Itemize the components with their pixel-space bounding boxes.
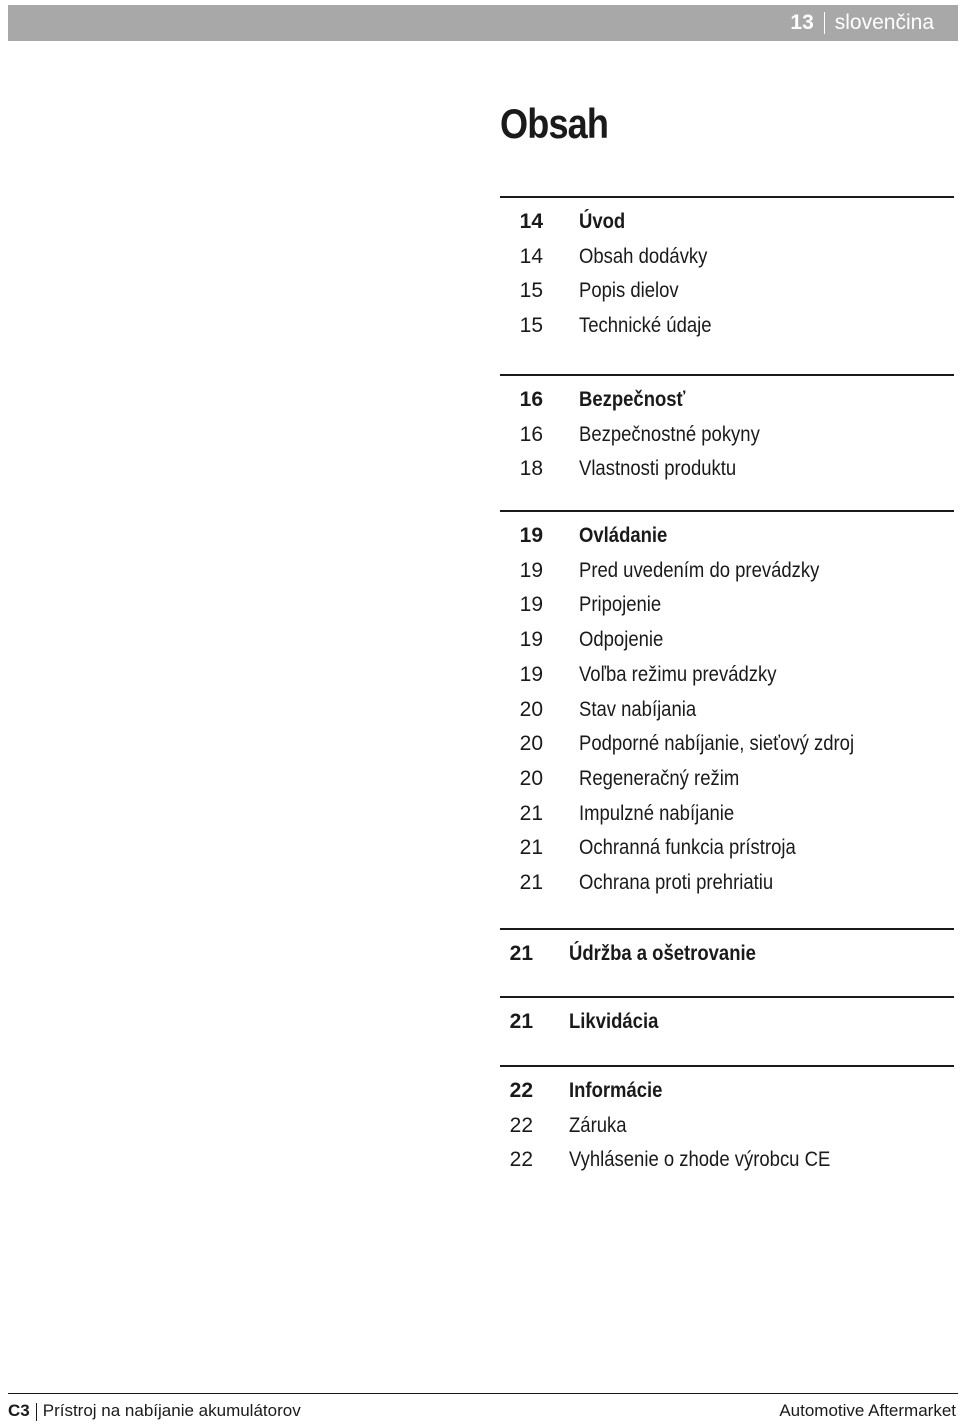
toc-entry-title: Likvidácia — [569, 1010, 659, 1033]
toc-page-number: 16 — [519, 388, 543, 411]
toc-entry — [500, 453, 954, 485]
toc-page-number: 20 — [519, 697, 543, 721]
toc-entry — [500, 1110, 954, 1142]
toc-entry-title: Pripojenie — [579, 593, 662, 617]
toc-entry — [500, 275, 954, 307]
toc-page-number: 20 — [519, 732, 543, 756]
toc-entry-title: Stav nabíjania — [579, 697, 697, 721]
toc-entry — [500, 624, 954, 656]
toc-entry — [500, 728, 954, 760]
language-label: slovenčina — [834, 11, 934, 34]
toc-page-number: 20 — [519, 766, 543, 790]
toc-entry — [500, 555, 954, 587]
header-divider — [824, 12, 825, 34]
toc-page-number: 21 — [519, 836, 543, 860]
toc-entry-title: Regeneračný režim — [579, 766, 740, 790]
footer-divider — [8, 1393, 958, 1394]
toc-page-number: 18 — [519, 457, 543, 481]
toc-page-number: 19 — [519, 558, 543, 582]
toc-entry-title: Ochrana proti prehriatiu — [579, 871, 774, 894]
toc-page-number: 15 — [519, 279, 543, 303]
toc-entry-title: Záruka — [569, 1113, 627, 1137]
toc-page-number: 21 — [509, 1010, 533, 1033]
toc-entry — [500, 798, 954, 830]
footer-product-name: Prístroj na nabíjanie akumulátorov — [42, 1401, 301, 1420]
toc-entry-title: Bezpečnostné pokyny — [579, 422, 760, 446]
toc-page-number: 21 — [519, 801, 543, 825]
footer-separator — [36, 1403, 37, 1421]
toc-entry-title: Technické údaje — [579, 314, 712, 338]
toc-entry-title: Úvod — [579, 210, 626, 233]
section-rule — [500, 196, 954, 198]
toc-entry-title: Údržba a ošetrovanie — [569, 942, 756, 965]
toc-page-number: 19 — [519, 524, 543, 547]
toc-page-number: 19 — [519, 593, 543, 617]
toc-entry-title: Bezpečnosť — [579, 388, 686, 411]
toc-section-heading — [500, 1075, 954, 1107]
toc-entry — [500, 241, 954, 273]
toc-page-number: 14 — [519, 210, 543, 233]
toc-section-heading — [500, 1006, 954, 1038]
toc-entry — [500, 1144, 954, 1176]
toc-page-number: 19 — [519, 662, 543, 686]
toc-page-number: 16 — [519, 422, 543, 446]
toc-page-number: 14 — [519, 244, 543, 268]
toc-entry-title: Pred uvedením do prevádzky — [579, 558, 820, 582]
toc-entry — [500, 589, 954, 621]
toc-page-number: 21 — [509, 942, 533, 965]
toc-entry-title: Impulzné nabíjanie — [579, 801, 735, 825]
toc-section-heading — [500, 520, 954, 552]
page-header — [790, 5, 934, 41]
footer-brand: Automotive Aftermarket — [779, 1401, 956, 1420]
section-rule — [500, 374, 954, 376]
section-rule — [500, 1065, 954, 1067]
toc-entry — [500, 310, 954, 342]
toc-entry — [500, 867, 954, 899]
toc-entry-title: Voľba režimu prevádzky — [579, 662, 777, 686]
toc-entry-title: Informácie — [569, 1079, 663, 1102]
toc-section-heading — [500, 384, 954, 416]
toc-entry-title: Ovládanie — [579, 524, 668, 547]
toc-entry-title: Podporné nabíjanie, sieťový zdroj — [579, 732, 855, 756]
toc-section-heading — [500, 206, 954, 238]
toc-entry-title: Vyhlásenie o zhode výrobcu CE — [569, 1148, 831, 1172]
toc-entry-title: Vlastnosti produktu — [579, 457, 737, 481]
toc-page-number: 22 — [509, 1148, 533, 1172]
toc-entry — [500, 419, 954, 451]
toc-entry-title: Popis dielov — [579, 279, 679, 303]
toc-entry-title: Odpojenie — [579, 628, 664, 652]
page-number: 13 — [790, 11, 814, 34]
toc-page-number: 22 — [509, 1113, 533, 1137]
footer-product — [8, 1399, 301, 1423]
toc-entry-title: Ochranná funkcia prístroja — [579, 836, 796, 860]
page-title: Obsah — [500, 100, 609, 147]
section-rule — [500, 928, 954, 930]
section-rule — [500, 510, 954, 512]
section-rule — [500, 996, 954, 998]
page-header-bar — [8, 5, 958, 41]
toc-page-number: 15 — [519, 314, 543, 338]
toc-entry — [500, 832, 954, 864]
toc-page-number: 22 — [509, 1079, 533, 1102]
toc-page-number: 21 — [519, 871, 543, 894]
toc-entry — [500, 659, 954, 691]
toc-section-heading — [500, 938, 954, 970]
toc-entry-title: Obsah dodávky — [579, 244, 708, 268]
toc-entry — [500, 694, 954, 726]
toc-entry — [500, 763, 954, 795]
footer-code: C3 — [8, 1401, 30, 1420]
toc-page-number: 19 — [519, 628, 543, 652]
